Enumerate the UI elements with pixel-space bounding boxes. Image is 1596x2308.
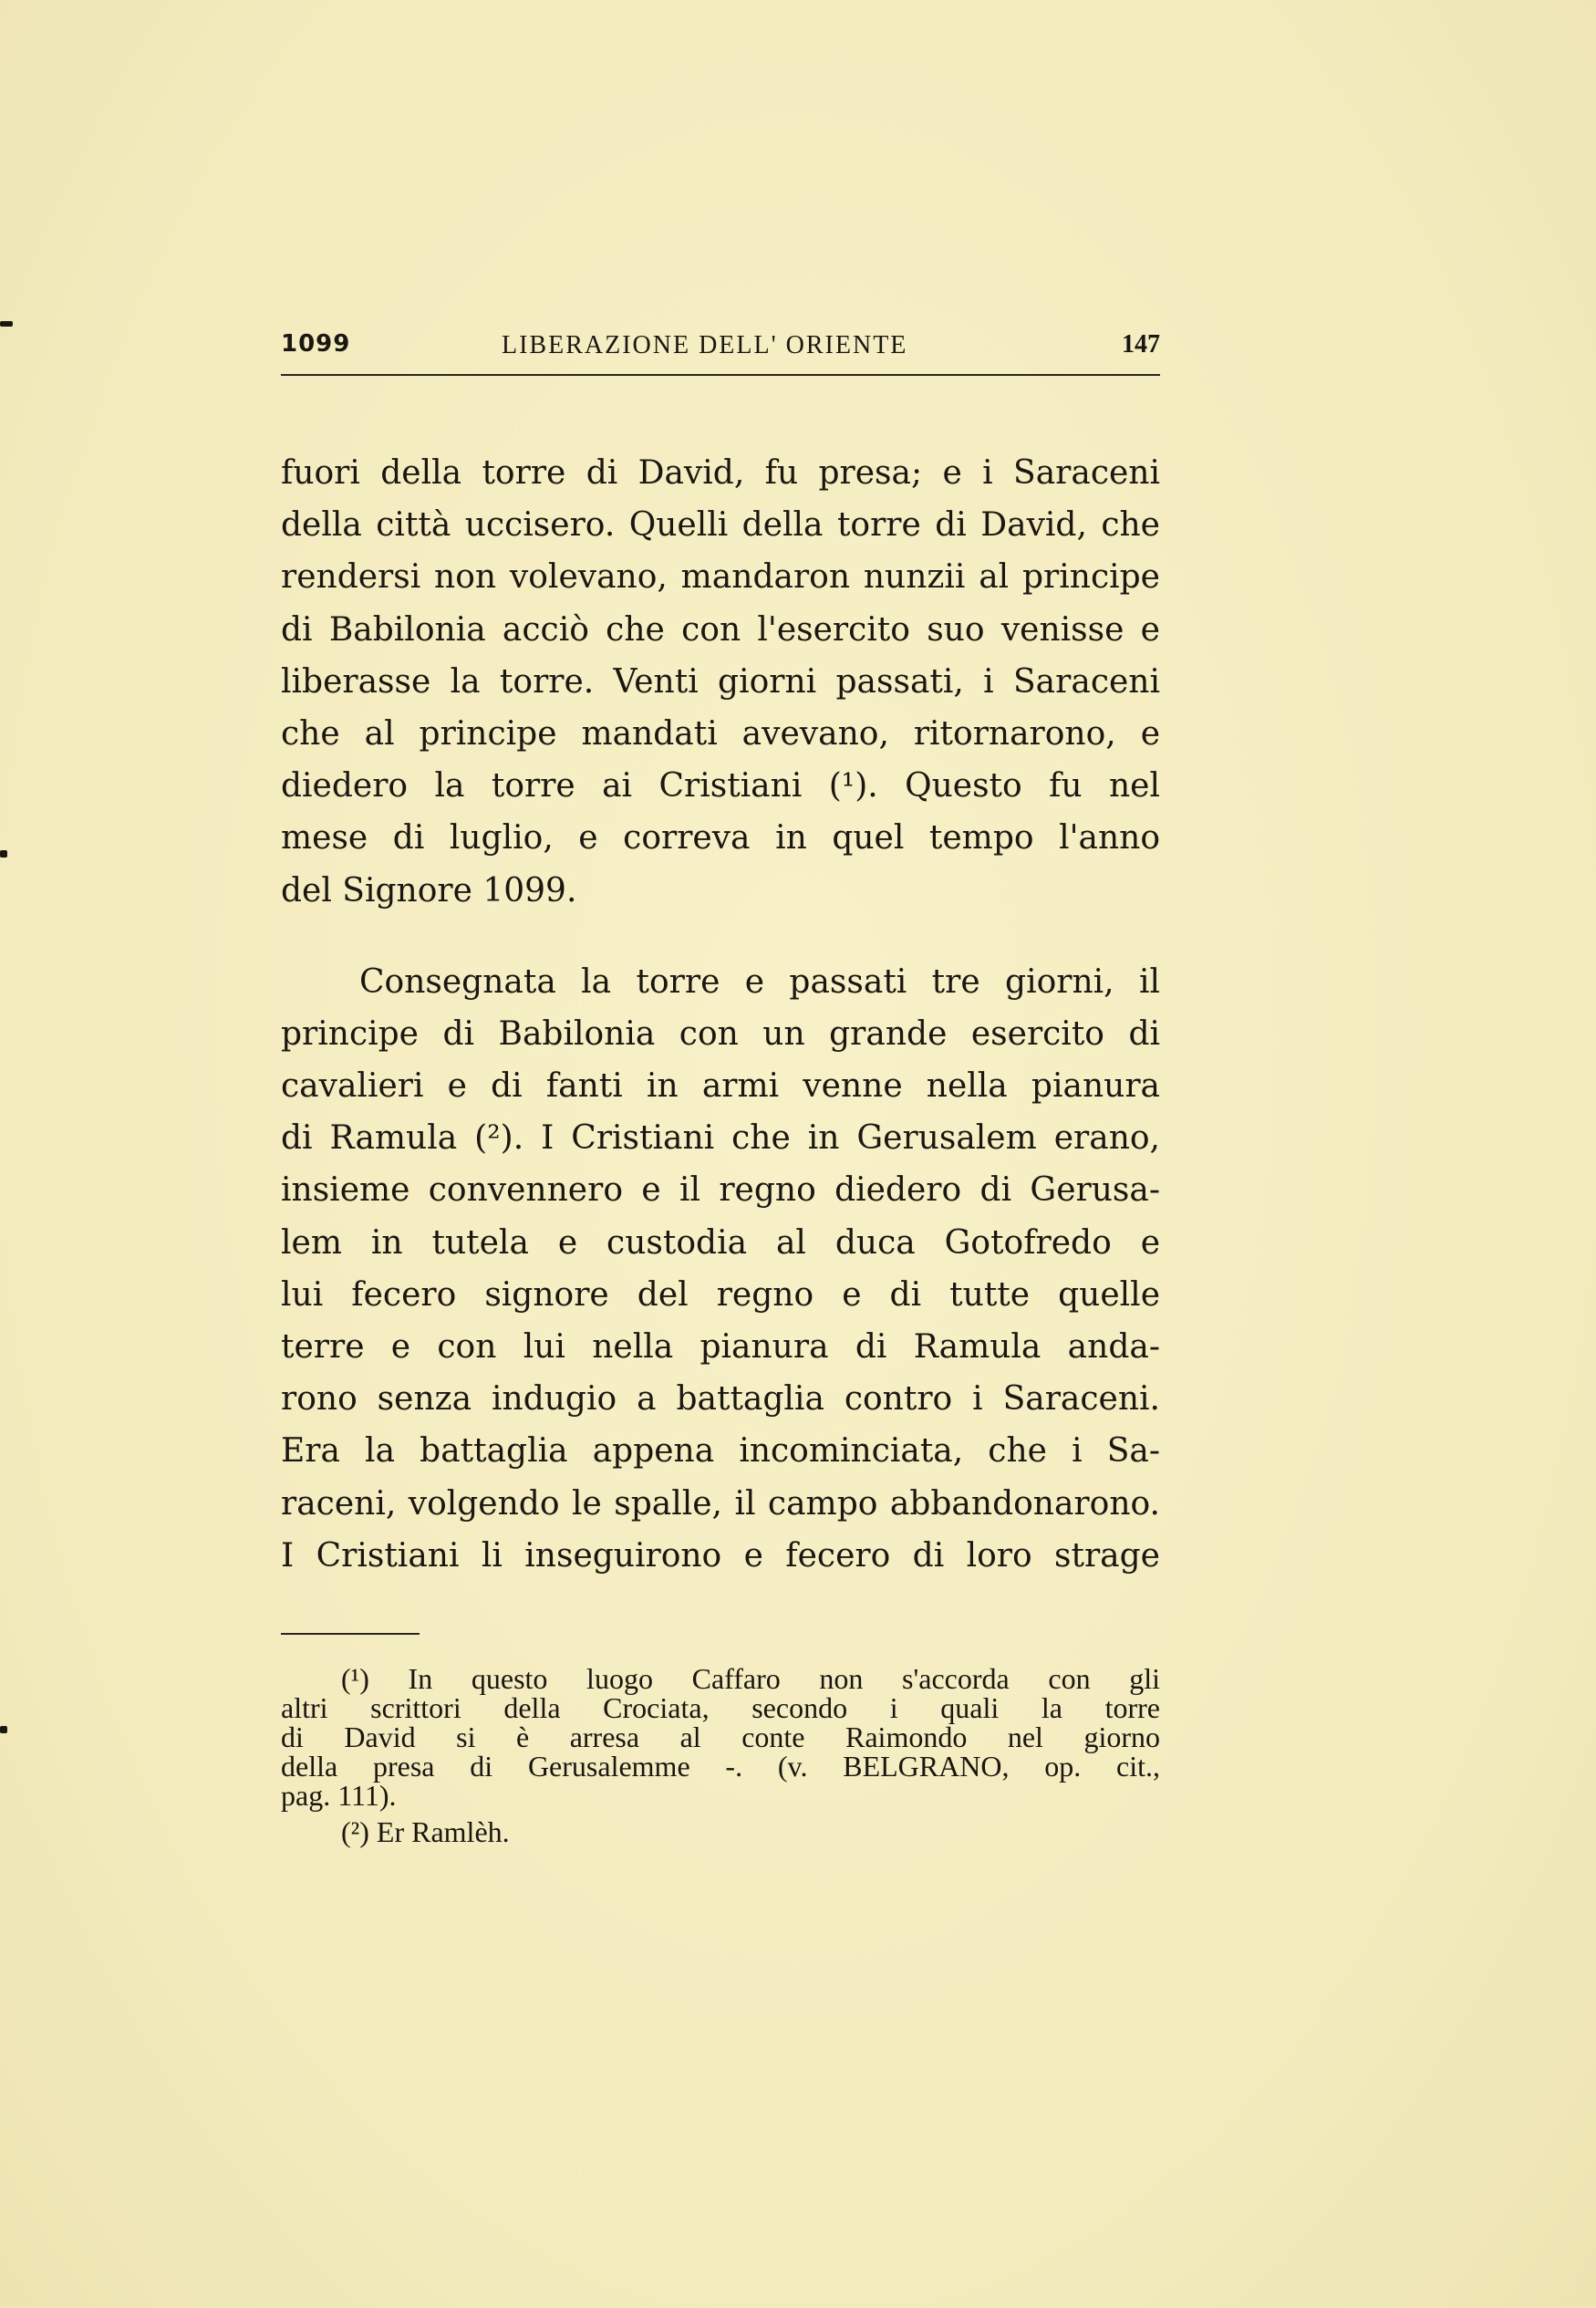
text-line: che al principe mandati avevano, ritornarono, e bbox=[281, 714, 1160, 753]
footnotes bbox=[281, 1664, 1160, 1846]
footnote-rule bbox=[281, 1633, 420, 1635]
header-year: 1099 bbox=[281, 330, 351, 358]
scan-edge-mark bbox=[0, 850, 7, 858]
text-line: mese di luglio, e correva in quel tempo l'anno bbox=[281, 819, 1160, 858]
text-line: insieme convennero e il regno diedero di Gerusa- bbox=[281, 1171, 1160, 1210]
text-line: lem in tutela e custodia al duca Gotofredo e bbox=[281, 1223, 1160, 1262]
text-line: principe di Babilonia con un grande esercito di bbox=[281, 1014, 1160, 1053]
page-number: 147 bbox=[1122, 330, 1160, 359]
header-rule bbox=[281, 374, 1160, 376]
text-line: rono senza indugio a battaglia contro i Saraceni. bbox=[281, 1380, 1160, 1419]
text-line: liberasse la torre. Venti giorni passati, i Saraceni bbox=[281, 662, 1160, 701]
text-line: del Signore 1099. bbox=[281, 871, 577, 910]
text-line: rendersi non volevano, mandaron nunzii al principe bbox=[281, 558, 1160, 597]
paragraph-1 bbox=[281, 447, 1160, 917]
text-line: di Babilonia acciò che con l'esercito suo venisse e bbox=[281, 610, 1160, 649]
footnote-1 bbox=[281, 1664, 1160, 1810]
footnote-line: altri scrittori della Crociata, secondo i quali la torre bbox=[281, 1691, 1160, 1724]
footnote-2: (²) Er Ramlèh. bbox=[341, 1815, 510, 1848]
running-header bbox=[281, 330, 1160, 367]
footnote-line: della presa di Gerusalemme -. (v. BELGRANO, op. cit., bbox=[281, 1750, 1160, 1783]
text-line: cavalieri e di fanti in armi venne nella pianura bbox=[281, 1067, 1160, 1106]
paragraph-2 bbox=[281, 956, 1160, 1582]
text-line: raceni, volgendo le spalle, il campo abbandonarono. bbox=[281, 1484, 1160, 1523]
footnote-line: (¹) In questo luogo Caffaro non s'accorda con gli bbox=[341, 1662, 1160, 1695]
text-line: di Ramula (²). I Cristiani che in Gerusalem erano, bbox=[281, 1119, 1160, 1158]
body-text bbox=[281, 447, 1160, 1582]
text-line: I Cristiani li inseguirono e fecero di loro strage bbox=[281, 1536, 1160, 1575]
text-line: Era la battaglia appena incominciata, che i Sa- bbox=[281, 1432, 1160, 1471]
scan-edge-mark bbox=[0, 321, 13, 327]
text-line: terre e con lui nella pianura di Ramula anda- bbox=[281, 1328, 1160, 1366]
text-line: diedero la torre ai Cristiani (¹). Questo fu nel bbox=[281, 767, 1160, 806]
footnote-line: di David si è arresa al conte Raimondo nel giorno bbox=[281, 1721, 1160, 1753]
footnote-line: pag. 111). bbox=[281, 1779, 397, 1812]
text-line: fuori della torre di David, fu presa; e i Saraceni bbox=[281, 454, 1160, 492]
scan-edge-mark bbox=[0, 1726, 7, 1733]
text-line: lui fecero signore del regno e di tutte quelle bbox=[281, 1275, 1160, 1314]
text-line: della città uccisero. Quelli della torre di David, che bbox=[281, 506, 1160, 545]
paragraph-gap bbox=[281, 917, 1160, 956]
header-title: LIBERAZIONE DELL' ORIENTE bbox=[502, 331, 908, 359]
text-line: Consegnata la torre e passati tre giorni, il bbox=[359, 962, 1160, 1001]
